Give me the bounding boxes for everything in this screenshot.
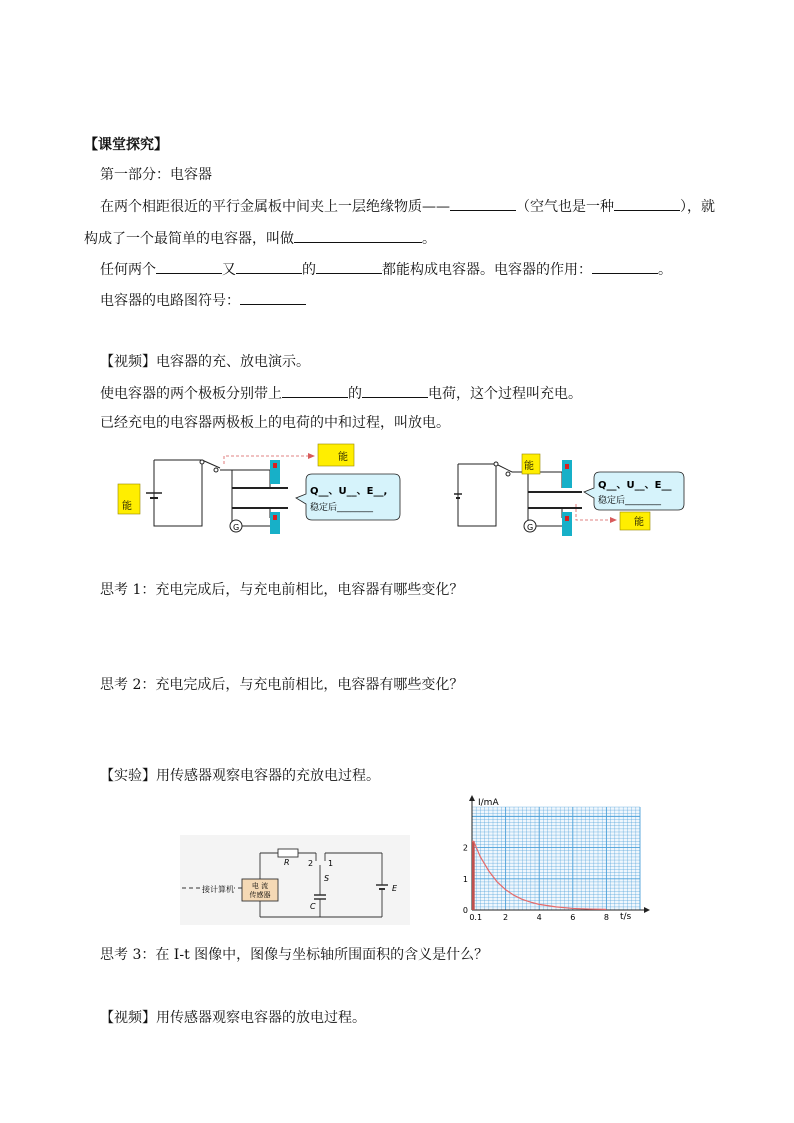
x-tick-label: 0.1 (469, 913, 483, 922)
minus-sign-icon (565, 516, 569, 521)
blank (316, 259, 382, 274)
bubble-text-line1: Q__、U__、E__ (598, 480, 672, 491)
diagram-background (180, 835, 410, 925)
to-computer-label: 接计算机 (202, 885, 234, 894)
charging-circuit (146, 460, 288, 526)
energy-label: 能 (524, 461, 534, 472)
text-span: 构成了一个最简单的电容器，叫做 (84, 231, 294, 247)
switch-position-1-label: 1 (328, 859, 334, 868)
part1-paragraph-2 (84, 228, 436, 249)
plate-charge-marker (562, 512, 572, 536)
plus-sign-icon (273, 463, 277, 468)
think-question-1: 思考 1：充电完成后，与充电前相比，电容器有哪些变化？ (100, 582, 464, 598)
y-tick-label: 0 (462, 906, 468, 915)
x-tick-label: 8 (603, 913, 609, 922)
energy-label: 能 (338, 452, 348, 463)
part1-paragraph-1 (100, 196, 715, 217)
charge-discharge-figure (110, 440, 690, 540)
arrow-head-icon (308, 453, 315, 459)
bubble-text-line2: 稳定后________ (598, 496, 662, 506)
chart-grid (472, 807, 640, 910)
blank (236, 259, 302, 274)
blank (294, 228, 422, 243)
galvanometer-label: G (233, 523, 240, 532)
section-title: 【课堂探究】 (84, 137, 168, 153)
think-question-2: 思考 2：充电完成后，与充电前相比，电容器有哪些变化？ (100, 677, 464, 693)
x-tick-label: 4 (536, 913, 542, 922)
y-axis-arrow-icon (469, 795, 475, 801)
text-span: 使电容器的两个极板分别带上 (100, 386, 282, 402)
blank (156, 259, 222, 274)
text-span: 电容器的电路图符号： (100, 293, 240, 309)
energy-arrow (224, 456, 308, 464)
x-tick-label: 2 (503, 913, 509, 922)
blank (614, 196, 680, 211)
sensor-circuit-diagram (180, 835, 410, 925)
blank (450, 196, 516, 211)
text-span: （空气也是一种 (516, 199, 614, 215)
galvanometer-label: G (527, 523, 534, 532)
blank (592, 259, 658, 274)
arrow-head-icon (610, 517, 617, 523)
sensor-label-line1: 电 流 (251, 882, 269, 890)
video1-line1 (100, 383, 582, 404)
bubble-text-line2: 稳定后________ (310, 503, 374, 513)
text-span: 任何两个 (100, 262, 156, 278)
part1-paragraph-3 (100, 259, 672, 280)
minus-sign-icon (273, 515, 277, 520)
text-span: 电荷，这个过程叫充电。 (428, 386, 582, 402)
text-span: 都能构成电容器。电容器的作用： (382, 262, 592, 278)
text-span: ），就 (680, 199, 715, 215)
video1-heading: 【视频】电容器的充、放电演示。 (100, 354, 310, 370)
switch-label: S (324, 874, 330, 883)
y-tick-label: 2 (462, 843, 468, 853)
experiment-heading: 【实验】用传感器观察电容器的充放电过程。 (100, 768, 380, 784)
text-span: 在两个相距很近的平行金属板中间夹上一层绝缘物质—— (100, 199, 450, 215)
y-axis-label: I/mA (478, 798, 499, 808)
capacitor-label: C (310, 902, 316, 911)
plus-sign-icon (565, 464, 569, 469)
y-tick-label: 1 (462, 874, 468, 884)
energy-label: 能 (634, 517, 644, 528)
think-question-3: 思考 3：在 I-t 图像中，图像与坐标轴所围面积的含义是什么？ (100, 947, 489, 963)
blank (240, 290, 306, 305)
video1-line2: 已经充电的电容器两极板上的电荷的中和过程，叫放电。 (100, 415, 450, 431)
blank (282, 383, 348, 398)
callout-bubble (296, 474, 400, 520)
text-span: 的 (348, 386, 362, 402)
text-span: 的 (302, 262, 316, 278)
sensor-label-line2: 传感器 (249, 891, 271, 899)
part1-heading: 第一部分：电容器 (100, 167, 212, 183)
energy-box (318, 444, 354, 466)
text-span: 。 (658, 262, 672, 278)
x-axis-label: t/s (620, 912, 632, 922)
x-tick-label: 6 (570, 913, 576, 922)
initial-current-bar (472, 841, 475, 910)
resistor-label: R (284, 858, 290, 867)
bubble-text-line1: Q__、U__、E__, (310, 486, 388, 497)
text-span: 。 (422, 231, 436, 247)
current-time-chart (450, 795, 650, 925)
part1-paragraph-4 (100, 290, 306, 311)
video2-heading: 【视频】用传感器观察电容器的放电过程。 (100, 1010, 366, 1026)
x-axis-arrow-icon (644, 907, 650, 913)
switch-position-2-label: 2 (308, 859, 314, 868)
energy-label: 能 (122, 501, 132, 512)
blank (362, 383, 428, 398)
battery-label: E (392, 884, 398, 893)
resistor-icon (278, 849, 298, 857)
text-span: 又 (222, 262, 236, 278)
